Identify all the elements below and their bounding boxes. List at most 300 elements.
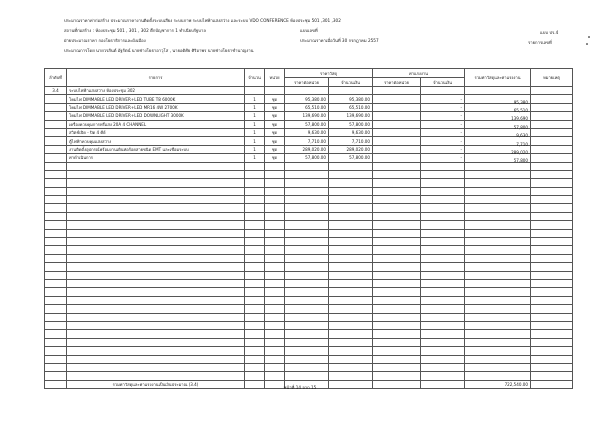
blank-cell: [531, 263, 573, 271]
blank-cell: [67, 296, 245, 304]
blank-cell: [531, 355, 573, 363]
blank-cell: [329, 254, 373, 262]
blank-cell: [421, 271, 465, 279]
blank-cell: [265, 372, 285, 380]
blank-row: [45, 238, 573, 246]
labor-unit-price: [373, 154, 421, 162]
blank-cell: [265, 338, 285, 346]
col-no: ลำดับที่: [45, 69, 67, 87]
blank-cell: [285, 246, 329, 254]
material-amount: 139,690.00: [329, 112, 373, 120]
blank-cell: [245, 296, 265, 304]
blank-cell: [265, 204, 285, 212]
blank-cell: [45, 338, 67, 346]
blank-cell: [465, 238, 531, 246]
blank-cell: [421, 313, 465, 321]
blank-cell: [245, 288, 265, 296]
blank-cell: [45, 170, 67, 178]
blank-cell: [265, 347, 285, 355]
blank-row: [45, 338, 573, 346]
blank-row: [45, 212, 573, 220]
blank-cell: [373, 254, 421, 262]
blank-cell: [285, 372, 329, 380]
blank-cell: [531, 372, 573, 380]
blank-cell: [421, 288, 465, 296]
blank-cell: [265, 170, 285, 178]
blank-cell: [245, 355, 265, 363]
section-number: 3.4: [45, 87, 67, 95]
blank-row: [45, 355, 573, 363]
blank-cell: [329, 363, 373, 371]
blank-cell: [67, 170, 245, 178]
item-quantity: 1: [245, 137, 265, 145]
blank-cell: [421, 296, 465, 304]
blank-cell: [45, 221, 67, 229]
blank-cell: [329, 162, 373, 170]
blank-cell: [45, 279, 67, 287]
blank-cell: [265, 279, 285, 287]
blank-cell: [465, 229, 531, 237]
blank-cell: [531, 162, 573, 170]
blank-cell: [465, 271, 531, 279]
blank-cell: [285, 313, 329, 321]
list-number-label: รายการเลขที่: [528, 40, 552, 45]
blank-cell: [373, 288, 421, 296]
blank-cell: [531, 296, 573, 304]
blank-cell: [67, 238, 245, 246]
blank-cell: [285, 347, 329, 355]
blank-cell: [45, 330, 67, 338]
blank-cell: [531, 179, 573, 187]
blank-row: [45, 321, 573, 329]
blank-cell: [373, 271, 421, 279]
form-number: แบบ ปร.4: [540, 30, 559, 35]
blank-cell: [285, 288, 329, 296]
item-unit: ชุด: [265, 145, 285, 153]
item-description: งานติดตั้งอุปกรณ์พร้อมงานเดินท่อร้อยสายชนิด EMT และเชื่อมระบบ: [67, 145, 245, 153]
blank-cell: [421, 254, 465, 262]
blank-cell: [67, 187, 245, 195]
blank-cell: [373, 170, 421, 178]
col-unit: หน่วย: [265, 69, 285, 87]
blank-cell: [245, 372, 265, 380]
item-unit: ชุด: [265, 112, 285, 120]
item-unit: ชุด: [265, 128, 285, 136]
material-unit-price: 7,710.00: [285, 137, 329, 145]
blank-row: [45, 330, 573, 338]
blank-cell: [465, 296, 531, 304]
blank-row: [45, 170, 573, 178]
blank-cell: [265, 221, 285, 229]
blank-cell: [531, 279, 573, 287]
material-unit-price: 65,510.00: [285, 103, 329, 111]
blank-cell: [421, 229, 465, 237]
row-number: [45, 128, 67, 136]
blank-cell: [67, 347, 245, 355]
blank-cell: [531, 363, 573, 371]
labor-unit-price: [373, 103, 421, 111]
blank-cell: [45, 187, 67, 195]
item-remark: [531, 103, 573, 111]
blank-row: [45, 246, 573, 254]
blank-cell: [329, 296, 373, 304]
estimating-department: ฝ่ายประมาณราคา กองโยธาธิการและผังเมือง: [64, 38, 146, 43]
blank-cell: [421, 347, 465, 355]
blank-cell: [531, 254, 573, 262]
table-row: [45, 95, 573, 103]
blank-cell: [329, 305, 373, 313]
item-unit: ชุด: [265, 103, 285, 111]
blank-cell: [465, 330, 531, 338]
blank-cell: [465, 347, 531, 355]
blank-cell: [373, 338, 421, 346]
item-unit: ชุด: [265, 154, 285, 162]
item-total: 57,800: [465, 157, 531, 165]
blank-cell: [421, 187, 465, 195]
blank-cell: [465, 355, 531, 363]
blank-cell: [245, 313, 265, 321]
row-number: [45, 103, 67, 111]
blank-cell: [329, 372, 373, 380]
col-material-amount: จำนวนเงิน: [329, 78, 373, 87]
blank-cell: [285, 279, 329, 287]
blank-cell: [421, 170, 465, 178]
blank-cell: [531, 338, 573, 346]
blank-cell: [329, 338, 373, 346]
material-amount: 95,380.00: [329, 95, 373, 103]
blank-cell: [373, 162, 421, 170]
estimators: ประมาณการโดย นายวรสันต์ อัฐรัตน์ นายช่างโยธาอาวุโส , นายอดิศัย ศิริอาพร นายช่างโยธาชำนาญงาน: [64, 48, 254, 53]
blank-cell: [329, 330, 373, 338]
blank-cell: [67, 355, 245, 363]
blank-cell: [465, 263, 531, 271]
blank-cell: [67, 196, 245, 204]
labor-amount: -: [421, 95, 465, 103]
material-unit-price: 57,800.00: [285, 154, 329, 162]
blank-cell: [373, 229, 421, 237]
labor-unit-price: [373, 112, 421, 120]
blank-cell: [465, 221, 531, 229]
blank-cell: [373, 313, 421, 321]
blank-cell: [285, 238, 329, 246]
blank-cell: [465, 305, 531, 313]
blank-cell: [245, 170, 265, 178]
item-quantity: 1: [245, 154, 265, 162]
item-remark: [531, 137, 573, 145]
item-description: โคมไฟ DIMMABLE LED DRIVER+LED DOWNLIGHT 3000K: [67, 112, 245, 120]
blank-cell: [329, 246, 373, 254]
blank-cell: [67, 212, 245, 220]
item-description: โคมไฟ DIMMABLE LED DRIVER+LED TUBE T8 6000K: [67, 95, 245, 103]
blank-cell: [421, 263, 465, 271]
col-material: ราคาวัสดุ: [285, 69, 373, 78]
blank-cell: [245, 321, 265, 329]
blank-cell: [265, 271, 285, 279]
blank-row: [45, 204, 573, 212]
section-title: ระบบไฟฟ้าแสงสว่าง ห้องประชุม 302: [67, 87, 245, 95]
blank-cell: [285, 179, 329, 187]
blank-row: [45, 296, 573, 304]
blank-cell: [531, 229, 573, 237]
blank-cell: [285, 271, 329, 279]
material-unit-price: 139,690.00: [285, 112, 329, 120]
blank-cell: [373, 355, 421, 363]
blank-cell: [329, 229, 373, 237]
blank-cell: [245, 347, 265, 355]
material-unit-price: 9,630.00: [285, 128, 329, 136]
blank-cell: [421, 372, 465, 380]
blank-cell: [265, 355, 285, 363]
blank-cell: [285, 254, 329, 262]
blank-cell: [373, 305, 421, 313]
item-total: 95,380: [465, 98, 531, 106]
labor-amount: -: [421, 128, 465, 136]
blank-cell: [67, 271, 245, 279]
col-labor: ค่าแรงงาน: [373, 69, 465, 78]
blank-cell: [373, 204, 421, 212]
blank-row: [45, 196, 573, 204]
blank-cell: [421, 204, 465, 212]
blank-row: [45, 254, 573, 262]
material-amount: 57,800.00: [329, 154, 373, 162]
blank-cell: [373, 279, 421, 287]
blank-cell: [265, 288, 285, 296]
item-quantity: 1: [245, 103, 265, 111]
blank-cell: [45, 162, 67, 170]
blank-cell: [531, 204, 573, 212]
blank-cell: [465, 372, 531, 380]
item-description: ตู้ไฟฟ้าควบคุมแสงสว่าง: [67, 137, 245, 145]
item-unit: ชุด: [265, 120, 285, 128]
blank-cell: [245, 196, 265, 204]
blank-cell: [67, 179, 245, 187]
blank-cell: [421, 246, 465, 254]
site-location: สถานที่ก่อสร้าง : ห้องประชุม 501 , 301 , 302 ตึกบัญชาการ 1 ทำเนียบรัฐบาล: [64, 28, 206, 33]
labor-amount: -: [421, 120, 465, 128]
blank-cell: [285, 305, 329, 313]
blank-cell: [285, 212, 329, 220]
row-number: [45, 120, 67, 128]
blank-cell: [45, 363, 67, 371]
blank-cell: [465, 246, 531, 254]
blank-row: [45, 363, 573, 371]
blank-cell: [45, 305, 67, 313]
blank-cell: [265, 246, 285, 254]
blank-cell: [531, 212, 573, 220]
row-number: [45, 145, 67, 153]
item-quantity: 1: [245, 120, 265, 128]
blank-cell: [465, 279, 531, 287]
row-number: [45, 154, 67, 162]
item-quantity: 1: [245, 112, 265, 120]
labor-unit-price: [373, 95, 421, 103]
table-header: [45, 69, 573, 87]
blank-cell: [67, 246, 245, 254]
item-remark: [531, 95, 573, 103]
blank-cell: [373, 246, 421, 254]
blank-cell: [465, 179, 531, 187]
blank-cell: [531, 313, 573, 321]
blank-cell: [329, 204, 373, 212]
blank-cell: [67, 162, 245, 170]
blank-cell: [329, 196, 373, 204]
blank-row: [45, 305, 573, 313]
blank-cell: [265, 187, 285, 195]
blank-cell: [421, 221, 465, 229]
col-labor-amount: จำนวนเงิน: [421, 78, 465, 87]
blank-cell: [373, 363, 421, 371]
blank-cell: [285, 296, 329, 304]
blank-cell: [45, 196, 67, 204]
col-labor-unit-price: ราคาต่อหน่วย: [373, 78, 421, 87]
blank-cell: [421, 162, 465, 170]
blank-cell: [45, 179, 67, 187]
blank-cell: [373, 238, 421, 246]
item-total: 57,800: [465, 123, 531, 131]
blank-cell: [373, 372, 421, 380]
row-number: [45, 137, 67, 145]
material-amount: 57,800.00: [329, 120, 373, 128]
labor-unit-price: [373, 145, 421, 153]
blank-cell: [265, 238, 285, 246]
blank-cell: [245, 279, 265, 287]
item-remark: [531, 120, 573, 128]
blank-cell: [465, 313, 531, 321]
blank-cell: [329, 263, 373, 271]
blank-cell: [67, 279, 245, 287]
row-number: [45, 95, 67, 103]
section-row: [45, 87, 573, 95]
blank-row: [45, 179, 573, 187]
blank-cell: [373, 196, 421, 204]
item-total: 7,710: [465, 140, 531, 148]
col-remark: หมายเหตุ: [531, 69, 573, 87]
blank-cell: [67, 263, 245, 271]
blank-cell: [531, 238, 573, 246]
blank-cell: [265, 254, 285, 262]
blank-cell: [265, 212, 285, 220]
blank-cell: [329, 238, 373, 246]
blank-row: [45, 347, 573, 355]
blank-row: [45, 313, 573, 321]
blank-cell: [421, 212, 465, 220]
material-amount: 9,630.00: [329, 128, 373, 136]
blank-cell: [421, 321, 465, 329]
blank-cell: [465, 321, 531, 329]
blank-cell: [245, 204, 265, 212]
blank-cell: [465, 170, 531, 178]
blank-cell: [245, 338, 265, 346]
blank-cell: [265, 313, 285, 321]
blank-cell: [373, 187, 421, 195]
blank-cell: [329, 347, 373, 355]
blank-cell: [285, 355, 329, 363]
blank-cell: [67, 321, 245, 329]
blank-cell: [67, 288, 245, 296]
blank-cell: [531, 170, 573, 178]
blank-cell: [245, 229, 265, 237]
labor-unit-price: [373, 128, 421, 136]
blank-cell: [373, 330, 421, 338]
blank-row: [45, 187, 573, 195]
blank-cell: [265, 196, 285, 204]
item-remark: [531, 128, 573, 136]
blank-cell: [45, 288, 67, 296]
material-amount: 289,020.00: [329, 145, 373, 153]
blank-cell: [421, 279, 465, 287]
blank-cell: [421, 238, 465, 246]
item-description: เครื่องควบคุมการหรี่แสง 20A 4 CHANNEL: [67, 120, 245, 128]
scan-speck: [588, 36, 590, 38]
blank-cell: [373, 221, 421, 229]
material-unit-price: 57,800.00: [285, 120, 329, 128]
blank-cell: [465, 187, 531, 195]
blank-cell: [531, 305, 573, 313]
blank-cell: [45, 246, 67, 254]
blank-cell: [285, 229, 329, 237]
col-material-unit-price: ราคาต่อหน่วย: [285, 78, 329, 87]
blank-cell: [285, 170, 329, 178]
blank-row: [45, 279, 573, 287]
blank-cell: [421, 179, 465, 187]
blank-cell: [265, 321, 285, 329]
labor-amount: -: [421, 145, 465, 153]
blank-cell: [285, 204, 329, 212]
blank-cell: [531, 347, 573, 355]
blank-cell: [45, 321, 67, 329]
blank-cell: [373, 263, 421, 271]
blank-cell: [373, 296, 421, 304]
blank-row: [45, 271, 573, 279]
blank-cell: [45, 355, 67, 363]
blank-cell: [531, 271, 573, 279]
blank-cell: [245, 238, 265, 246]
blank-cell: [373, 321, 421, 329]
blank-cell: [285, 187, 329, 195]
blank-cell: [531, 330, 573, 338]
blank-cell: [45, 296, 67, 304]
blank-cell: [67, 313, 245, 321]
blank-cell: [265, 330, 285, 338]
page-number: หน้าที่ 14 จาก 15: [283, 385, 317, 390]
blank-cell: [265, 296, 285, 304]
blank-cell: [465, 288, 531, 296]
blank-cell: [421, 363, 465, 371]
item-quantity: 1: [245, 128, 265, 136]
col-qty: จำนวน: [245, 69, 265, 87]
blank-cell: [245, 363, 265, 371]
blank-cell: [373, 179, 421, 187]
item-quantity: 1: [245, 95, 265, 103]
blank-cell: [285, 196, 329, 204]
blank-cell: [265, 263, 285, 271]
table-body: [45, 87, 573, 381]
blank-cell: [67, 221, 245, 229]
material-unit-price: 289,020.00: [285, 145, 329, 153]
blank-cell: [245, 187, 265, 195]
blank-cell: [329, 187, 373, 195]
blank-cell: [329, 313, 373, 321]
item-description: สวิตช์เปิด - ปิด 4 คีย์: [67, 128, 245, 136]
col-total: รวมค่าวัสดุและค่าแรงงาน: [465, 69, 531, 87]
blank-cell: [329, 212, 373, 220]
blank-cell: [465, 254, 531, 262]
labor-unit-price: [373, 120, 421, 128]
blank-row: [45, 229, 573, 237]
blank-cell: [245, 254, 265, 262]
blank-cell: [329, 271, 373, 279]
blank-cell: [329, 170, 373, 178]
